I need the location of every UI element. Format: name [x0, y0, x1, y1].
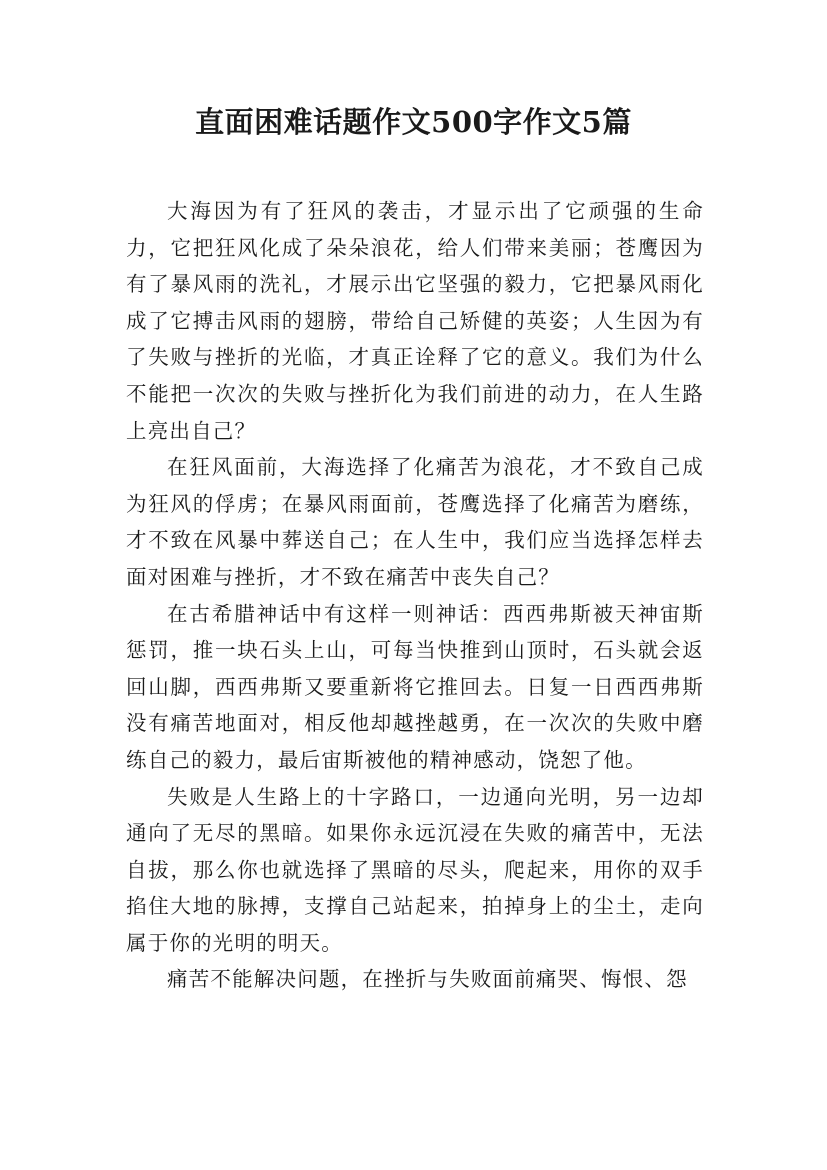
- paragraph-1: 大海因为有了狂风的袭击，才显示出了它顽强的生命力，它把狂风化成了朵朵浪花，给人们带来美丽；苍鹰因为有了暴风雨的洗礼，才展示出它坚强的毅力，它把暴风雨化成了它搏击风雨的翅膀，带给自己矫健的英姿；人生因为有了失败与挫折的光临，才真正诠释了它的意义。我们为什么不能把一次次的失败与挫折化为我们前进的动力，在人生路上亮出自己？: [126, 199, 704, 443]
- document-title: 直面困难话题作文500字作文5篇: [195, 105, 632, 139]
- paragraph-4: 失败是人生路上的十字路口，一边通向光明，另一边却通向了无尽的黑暗。如果你永远沉浸在失败的痛苦中，无法自拔，那么你也就选择了黑暗的尽头，爬起来，用你的双手掐住大地的脉搏，支撑自己站起来，拍掉身上的尘土，走向属于你的光明的明天。: [126, 784, 704, 955]
- paragraph-2: 在狂风面前，大海选择了化痛苦为浪花，才不致自己成为狂风的俘虏；在暴风雨面前，苍鹰选择了化痛苦为磨练，才不致在风暴中葬送自己；在人生中，我们应当选择怎样去面对困难与挫折，才不致在痛苦中丧失自己？: [126, 455, 704, 589]
- paragraph-5: 痛苦不能解决问题，在挫折与失败面前痛哭、悔恨、怨: [167, 967, 688, 992]
- paragraph-3: 在古希腊神话中有这样一则神话：西西弗斯被天神宙斯惩罚，推一块石头上山，可每当快推到山顶时，石头就会返回山脚，西西弗斯又要重新将它推回去。日复一日西西弗斯没有痛苦地面对，相反他却越挫越勇，在一次次的失败中磨练自己的毅力，最后宙斯被他的精神感动，饶恕了他。: [126, 601, 704, 772]
- document-body: [126, 193, 704, 998]
